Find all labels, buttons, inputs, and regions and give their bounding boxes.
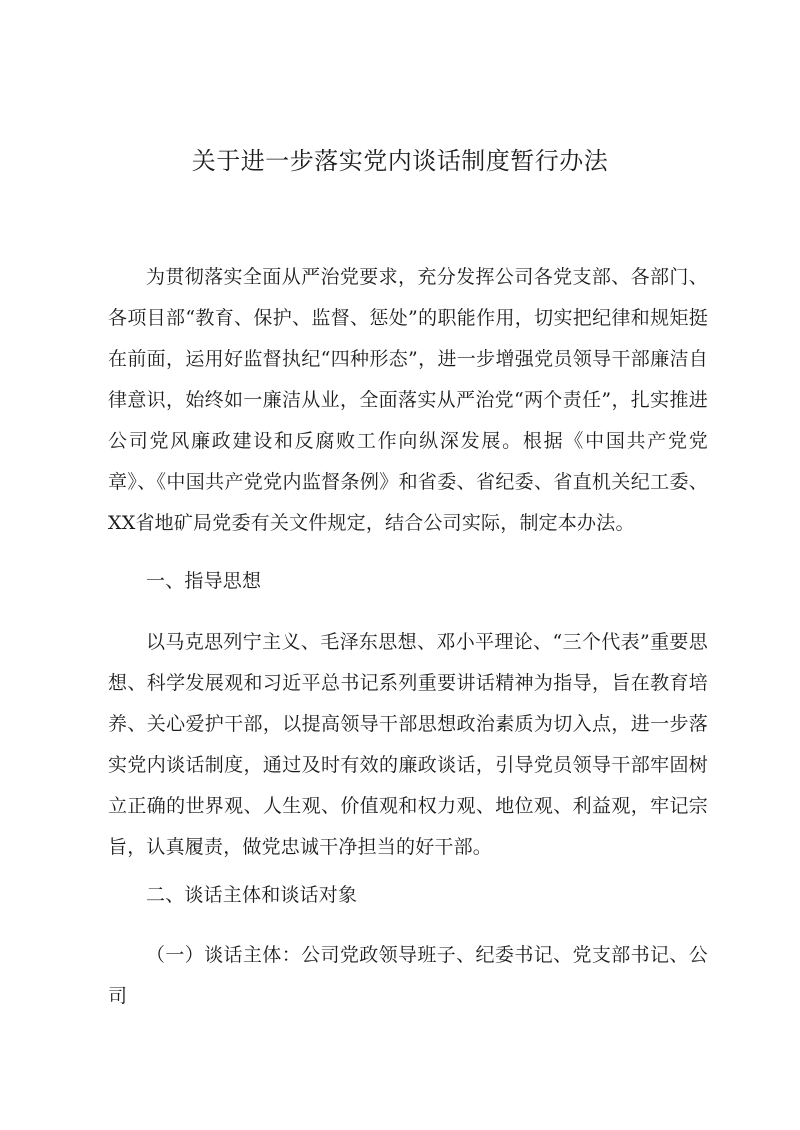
- section-heading-subjects-objects: 二、谈话主体和谈话对象: [146, 884, 358, 906]
- document-title: 关于进一步落实党内谈话制度暂行办法: [191, 147, 609, 175]
- intro-paragraph: 为贯彻落实全面从严治党要求，充分发挥公司各党支部、各部门、各项目部“教育、保护、监督、惩处”的职能作用，切实把纪律和规矩挺在前面，运用好监督执纪“四种形态”，进一步增强党员领导干部廉洁自律意识，始终如一廉洁从业，全面落实从严治党“两个责任”，扎实推进公司党风廉政建设和反腐败工作向纵深发展。根据《中国共产党党章》、《中国共产党党内监督条例》和省委、省纪委、省直机关纪工委、XX省地矿局党委有关文件规定，结合公司实际，制定本办法。: [108, 266, 708, 534]
- talk-subject-paragraph: （一）谈话主体：公司党政领导班子、纪委书记、党支部书记、公司: [108, 944, 708, 1007]
- section-heading-guiding-ideology: 一、指导思想: [146, 570, 262, 592]
- guiding-ideology-paragraph: 以马克思列宁主义、毛泽东思想、邓小平理论、“三个代表”重要思想、科学发展观和习近平总书记系列重要讲话精神为指导，旨在教育培养、关心爱护干部，以提高领导干部思想政治素质为切入点，进一步落实党内谈话制度，通过及时有效的廉政谈话，引导党员领导干部牢固树立正确的世界观、人生观、价值观和权力观、地位观、利益观，牢记宗旨，认真履责，做党忠诚干净担当的好干部。: [108, 631, 708, 858]
